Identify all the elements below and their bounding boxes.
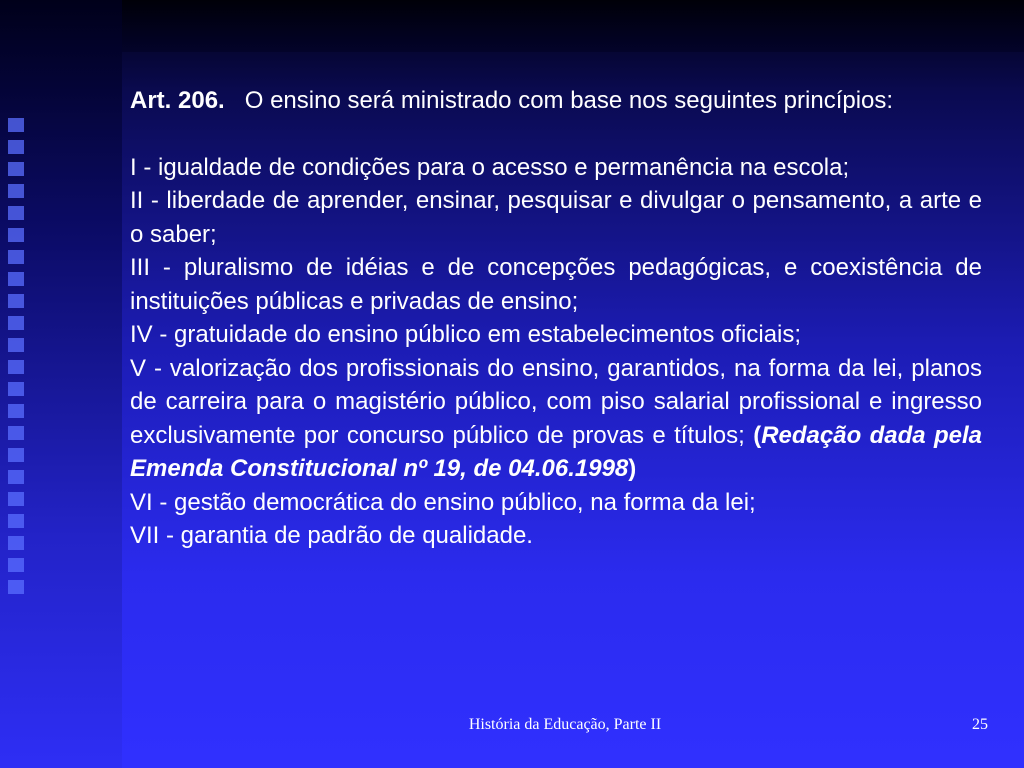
item-iv: IV - gratuidade do ensino público em estabelecimentos oficiais; (130, 321, 802, 348)
decorative-square (8, 228, 24, 242)
decorative-square (8, 448, 24, 462)
slide-body (130, 84, 982, 553)
item-vi: VI - gestão democrática do ensino público, na forma da lei; (130, 488, 756, 516)
decorative-square (8, 206, 24, 220)
page-number: 25 (972, 716, 988, 733)
item-ii: II - liberdade de aprender, ensinar, pesquisar e divulgar o pensamento, a arte e o saber; (130, 187, 982, 248)
decorative-square (8, 250, 24, 264)
decorative-square-column (8, 118, 26, 594)
article-intro-paragraph (130, 84, 982, 118)
item-v-text: V - valorização dos profissionais do ensino, garantidos, na forma da lei, planos de carreira para o magistério público, com piso salarial profissional e ingresso exclusivamente por concurso público de provas e títulos; (130, 354, 982, 449)
item-iii: III - pluralismo de idéias e de concepções pedagógicas, e coexistência de instituições públicas e privadas de ensino; (130, 254, 982, 315)
decorative-square (8, 162, 24, 176)
amendment-note: Redação dada pela Emenda Constitucional nº 19, de 04.06.1998 (130, 421, 982, 482)
article-intro-text: O ensino será ministrado com base nos seguintes princípios: (244, 87, 894, 114)
item-v (130, 352, 982, 486)
decorative-square (8, 492, 24, 506)
decorative-square (8, 338, 24, 352)
decorative-square (8, 580, 24, 594)
decorative-square (8, 360, 24, 374)
top-decorative-band (122, 0, 1024, 52)
item-v-paren-close: ) (628, 455, 637, 482)
decorative-square (8, 118, 24, 132)
left-decorative-band (0, 0, 122, 768)
decorative-square (8, 426, 24, 440)
decorative-square (8, 140, 24, 154)
decorative-square (8, 272, 24, 286)
decorative-square (8, 558, 24, 572)
decorative-square (8, 184, 24, 198)
item-vii: VII - garantia de padrão de qualidade. (130, 522, 533, 549)
item-i: I - igualdade de condições para o acesso e permanência na escola; (130, 153, 850, 181)
article-label: Art. 206. (130, 87, 225, 114)
decorative-square (8, 294, 24, 308)
decorative-square (8, 382, 24, 396)
paragraph-gap (130, 118, 982, 151)
footer-title: História da Educação, Parte II (468, 716, 662, 733)
item-v-paren-open: ( (753, 421, 762, 449)
decorative-square (8, 470, 24, 484)
decorative-square (8, 536, 24, 550)
decorative-square (8, 514, 24, 528)
decorative-square (8, 316, 24, 330)
decorative-square (8, 404, 24, 418)
